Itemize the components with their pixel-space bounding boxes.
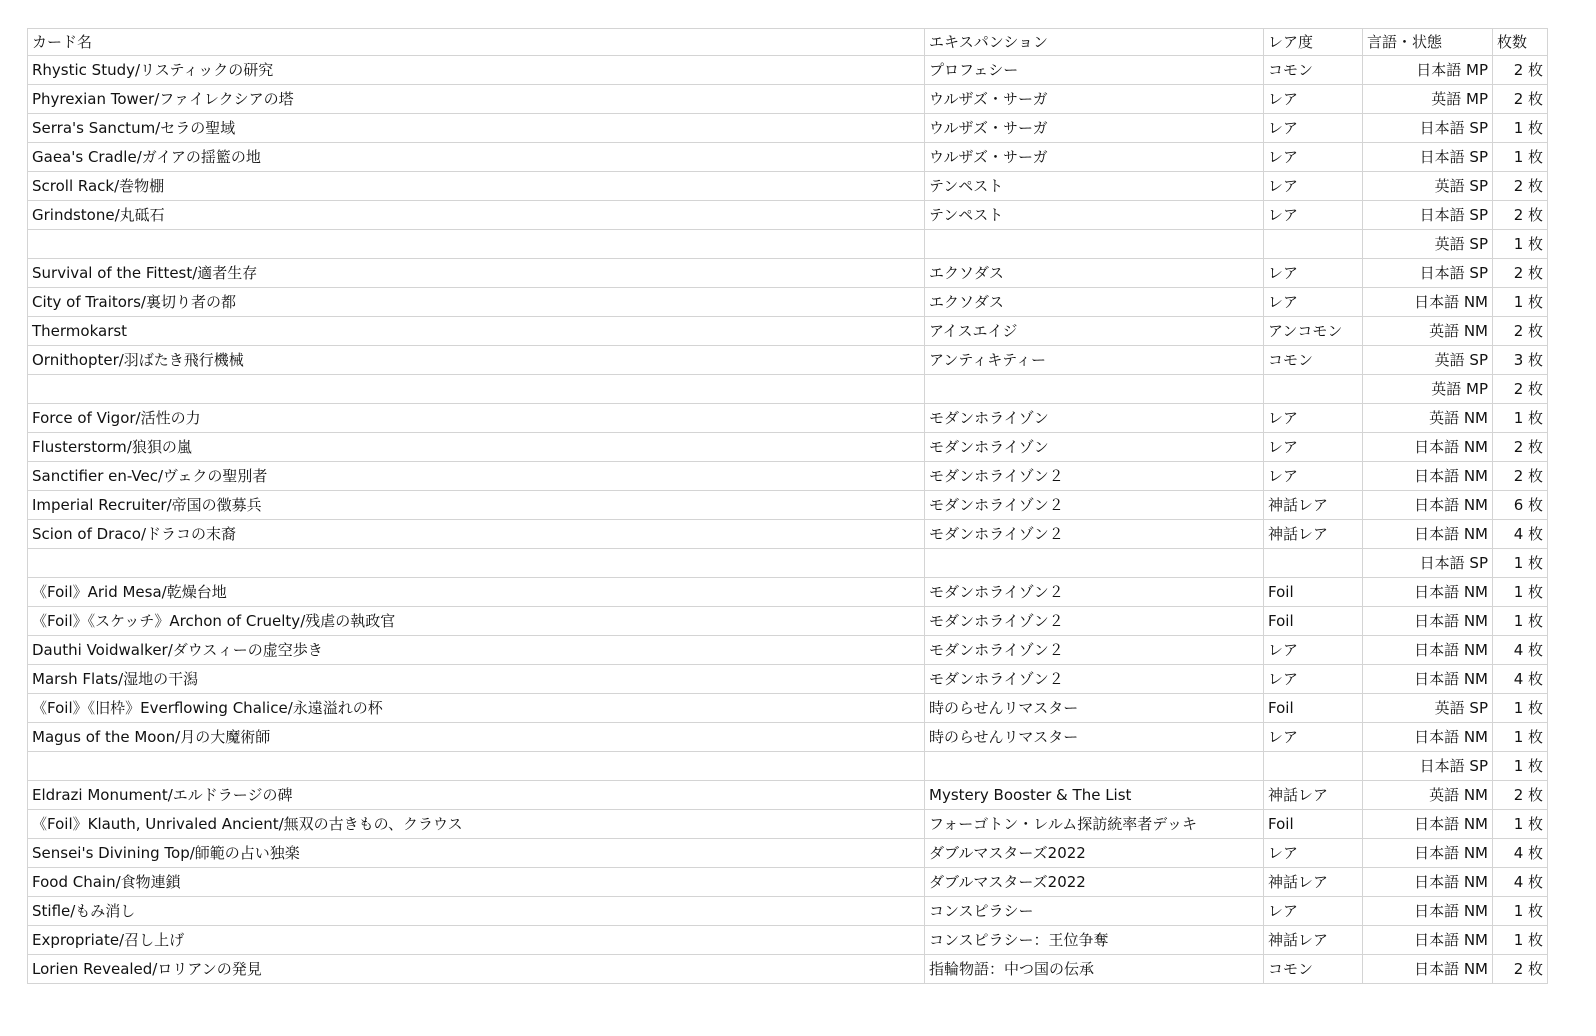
cell-language-condition[interactable]: 日本語 NM	[1363, 955, 1493, 984]
cell-quantity[interactable]: 1 枚	[1493, 752, 1548, 781]
cell-quantity[interactable]: 1 枚	[1493, 578, 1548, 607]
cell-language-condition[interactable]: 日本語 NM	[1363, 926, 1493, 955]
cell-quantity[interactable]: 2 枚	[1493, 462, 1548, 491]
table-row	[28, 491, 1548, 520]
table-row	[28, 433, 1548, 462]
cell-expansion[interactable]: コンスピラシー	[925, 897, 1264, 926]
cell-expansion[interactable]	[925, 752, 1264, 781]
cell-expansion[interactable]: Mystery Booster & The List	[925, 781, 1264, 810]
table-row	[28, 665, 1548, 694]
cell-card-name[interactable]: Flusterstorm/狼狽の嵐	[28, 433, 925, 462]
cell-language-condition[interactable]: 日本語 NM	[1363, 462, 1493, 491]
cell-quantity[interactable]: 2 枚	[1493, 201, 1548, 230]
header-rarity[interactable]: レア度	[1264, 29, 1363, 56]
cell-card-name[interactable]: Magus of the Moon/月の大魔術師	[28, 723, 925, 752]
table-row	[28, 926, 1548, 955]
cell-rarity[interactable]: レア	[1264, 288, 1363, 317]
cell-rarity[interactable]: レア	[1264, 839, 1363, 868]
cell-expansion[interactable]	[925, 230, 1264, 259]
cell-language-condition[interactable]: 日本語 NM	[1363, 810, 1493, 839]
table-row	[28, 607, 1548, 636]
cell-quantity[interactable]: 4 枚	[1493, 868, 1548, 897]
cell-rarity[interactable]: アンコモン	[1264, 317, 1363, 346]
cell-expansion[interactable]: モダンホライゾン２	[925, 462, 1264, 491]
cell-expansion[interactable]: アイスエイジ	[925, 317, 1264, 346]
cell-card-name[interactable]: Stifle/もみ消し	[28, 897, 925, 926]
cell-rarity[interactable]	[1264, 549, 1363, 578]
cell-rarity[interactable]: レア	[1264, 85, 1363, 114]
cell-rarity[interactable]: コモン	[1264, 346, 1363, 375]
cell-language-condition[interactable]: 日本語 NM	[1363, 665, 1493, 694]
cell-card-name[interactable]: Gaea's Cradle/ガイアの揺籃の地	[28, 143, 925, 172]
table-row	[28, 462, 1548, 491]
table-row	[28, 317, 1548, 346]
cell-rarity[interactable]: レア	[1264, 433, 1363, 462]
cell-rarity[interactable]	[1264, 752, 1363, 781]
table-row	[28, 549, 1548, 578]
cell-quantity[interactable]: 1 枚	[1493, 114, 1548, 143]
cell-card-name[interactable]: Scion of Draco/ドラコの末裔	[28, 520, 925, 549]
cell-language-condition[interactable]: 日本語 SP	[1363, 259, 1493, 288]
cell-rarity[interactable]: レア	[1264, 143, 1363, 172]
cell-expansion[interactable]: アンティキティー	[925, 346, 1264, 375]
cell-quantity[interactable]: 4 枚	[1493, 665, 1548, 694]
cell-language-condition[interactable]: 英語 MP	[1363, 85, 1493, 114]
cell-rarity[interactable]: 神話レア	[1264, 520, 1363, 549]
table-body	[28, 56, 1548, 984]
cell-rarity[interactable]: レア	[1264, 114, 1363, 143]
table-row	[28, 810, 1548, 839]
cell-quantity[interactable]: 3 枚	[1493, 346, 1548, 375]
cell-quantity[interactable]: 1 枚	[1493, 810, 1548, 839]
cell-expansion[interactable]: プロフェシー	[925, 56, 1264, 85]
cell-language-condition[interactable]: 日本語 NM	[1363, 491, 1493, 520]
table-row	[28, 404, 1548, 433]
cell-card-name[interactable]: Ornithopter/羽ばたき飛行機械	[28, 346, 925, 375]
cell-language-condition[interactable]: 日本語 NM	[1363, 897, 1493, 926]
cell-card-name[interactable]: Phyrexian Tower/ファイレクシアの塔	[28, 85, 925, 114]
cell-rarity[interactable]: 神話レア	[1264, 926, 1363, 955]
cell-card-name[interactable]	[28, 375, 925, 404]
cell-quantity[interactable]: 1 枚	[1493, 723, 1548, 752]
cell-rarity[interactable]: Foil	[1264, 694, 1363, 723]
table-row	[28, 520, 1548, 549]
cell-quantity[interactable]: 2 枚	[1493, 172, 1548, 201]
header-expansion[interactable]: エキスパンション	[925, 29, 1264, 56]
cell-expansion[interactable]: モダンホライゾン２	[925, 578, 1264, 607]
cell-rarity[interactable]: レア	[1264, 636, 1363, 665]
table-row	[28, 114, 1548, 143]
cell-quantity[interactable]: 2 枚	[1493, 85, 1548, 114]
cell-card-name[interactable]: Serra's Sanctum/セラの聖域	[28, 114, 925, 143]
cell-language-condition[interactable]: 日本語 NM	[1363, 868, 1493, 897]
cell-expansion[interactable]: コンスピラシー：王位争奪	[925, 926, 1264, 955]
cell-language-condition[interactable]: 英語 SP	[1363, 346, 1493, 375]
cell-expansion[interactable]: エクソダス	[925, 288, 1264, 317]
cell-expansion[interactable]: 指輪物語：中つ国の伝承	[925, 955, 1264, 984]
cell-language-condition[interactable]: 英語 SP	[1363, 230, 1493, 259]
cell-card-name[interactable]: Thermokarst	[28, 317, 925, 346]
cell-card-name[interactable]: Scroll Rack/巻物棚	[28, 172, 925, 201]
cell-card-name[interactable]: 《Foil》Klauth, Unrivaled Ancient/無双の古きもの、クラウス	[28, 810, 925, 839]
table-row	[28, 897, 1548, 926]
cell-quantity[interactable]: 1 枚	[1493, 926, 1548, 955]
cell-quantity[interactable]: 1 枚	[1493, 230, 1548, 259]
cell-card-name[interactable]: 《Foil》《スケッチ》Archon of Cruelty/残虐の執政官	[28, 607, 925, 636]
cell-expansion[interactable]: テンペスト	[925, 172, 1264, 201]
cell-rarity[interactable]: レア	[1264, 462, 1363, 491]
cell-language-condition[interactable]: 日本語 SP	[1363, 143, 1493, 172]
cell-expansion[interactable]: モダンホライゾン２	[925, 665, 1264, 694]
table-row	[28, 839, 1548, 868]
cell-quantity[interactable]: 2 枚	[1493, 955, 1548, 984]
cell-rarity[interactable]: レア	[1264, 201, 1363, 230]
card-inventory-table	[27, 28, 1548, 984]
cell-language-condition[interactable]: 日本語 NM	[1363, 288, 1493, 317]
cell-expansion[interactable]	[925, 375, 1264, 404]
cell-card-name[interactable]: Lorien Revealed/ロリアンの発見	[28, 955, 925, 984]
cell-language-condition[interactable]: 日本語 SP	[1363, 752, 1493, 781]
cell-quantity[interactable]: 1 枚	[1493, 288, 1548, 317]
cell-card-name[interactable]: Imperial Recruiter/帝国の徴募兵	[28, 491, 925, 520]
cell-language-condition[interactable]: 日本語 SP	[1363, 201, 1493, 230]
cell-card-name[interactable]: Sensei's Divining Top/師範の占い独楽	[28, 839, 925, 868]
cell-quantity[interactable]: 2 枚	[1493, 433, 1548, 462]
cell-language-condition[interactable]: 日本語 NM	[1363, 433, 1493, 462]
cell-quantity[interactable]: 6 枚	[1493, 491, 1548, 520]
table-row	[28, 781, 1548, 810]
cell-language-condition[interactable]: 日本語 NM	[1363, 520, 1493, 549]
cell-expansion[interactable]: ダブルマスターズ2022	[925, 839, 1264, 868]
cell-rarity[interactable]: コモン	[1264, 955, 1363, 984]
cell-expansion[interactable]: ウルザズ・サーガ	[925, 143, 1264, 172]
cell-language-condition[interactable]: 英語 SP	[1363, 172, 1493, 201]
table-row	[28, 868, 1548, 897]
table-row	[28, 723, 1548, 752]
cell-language-condition[interactable]: 日本語 NM	[1363, 578, 1493, 607]
cell-rarity[interactable]: 神話レア	[1264, 491, 1363, 520]
table-row	[28, 346, 1548, 375]
cell-quantity[interactable]: 4 枚	[1493, 636, 1548, 665]
table-row	[28, 259, 1548, 288]
cell-language-condition[interactable]: 英語 SP	[1363, 694, 1493, 723]
cell-card-name[interactable]: Eldrazi Monument/エルドラージの碑	[28, 781, 925, 810]
cell-expansion[interactable]: ウルザズ・サーガ	[925, 85, 1264, 114]
table-row	[28, 752, 1548, 781]
cell-expansion[interactable]: モダンホライゾン	[925, 433, 1264, 462]
cell-expansion[interactable]	[925, 549, 1264, 578]
cell-rarity[interactable]	[1264, 230, 1363, 259]
cell-rarity[interactable]: Foil	[1264, 607, 1363, 636]
table-row	[28, 201, 1548, 230]
cell-expansion[interactable]: モダンホライゾン２	[925, 491, 1264, 520]
cell-rarity[interactable]: Foil	[1264, 810, 1363, 839]
cell-rarity[interactable]: レア	[1264, 172, 1363, 201]
cell-quantity[interactable]: 1 枚	[1493, 404, 1548, 433]
cell-rarity[interactable]: レア	[1264, 259, 1363, 288]
cell-language-condition[interactable]: 英語 NM	[1363, 317, 1493, 346]
cell-expansion[interactable]: エクソダス	[925, 259, 1264, 288]
cell-card-name[interactable]: Food Chain/食物連鎖	[28, 868, 925, 897]
table-row	[28, 143, 1548, 172]
cell-language-condition[interactable]: 日本語 NM	[1363, 607, 1493, 636]
cell-quantity[interactable]: 2 枚	[1493, 259, 1548, 288]
cell-card-name[interactable]: Dauthi Voidwalker/ダウスィーの虚空歩き	[28, 636, 925, 665]
cell-expansion[interactable]: ウルザズ・サーガ	[925, 114, 1264, 143]
cell-quantity[interactable]: 2 枚	[1493, 375, 1548, 404]
table-row	[28, 230, 1548, 259]
table-row	[28, 85, 1548, 114]
cell-expansion[interactable]: フォーゴトン・レルム探訪統率者デッキ	[925, 810, 1264, 839]
table-row	[28, 694, 1548, 723]
cell-card-name[interactable]: Force of Vigor/活性の力	[28, 404, 925, 433]
cell-language-condition[interactable]: 日本語 MP	[1363, 56, 1493, 85]
cell-language-condition[interactable]: 日本語 NM	[1363, 723, 1493, 752]
cell-rarity[interactable]: レア	[1264, 723, 1363, 752]
cell-card-name[interactable]: Grindstone/丸砥石	[28, 201, 925, 230]
cell-expansion[interactable]: テンペスト	[925, 201, 1264, 230]
cell-language-condition[interactable]: 英語 MP	[1363, 375, 1493, 404]
cell-expansion[interactable]: ダブルマスターズ2022	[925, 868, 1264, 897]
cell-rarity[interactable]: 神話レア	[1264, 781, 1363, 810]
cell-quantity[interactable]: 1 枚	[1493, 607, 1548, 636]
cell-card-name[interactable]: Expropriate/召し上げ	[28, 926, 925, 955]
cell-language-condition[interactable]: 英語 NM	[1363, 781, 1493, 810]
cell-language-condition[interactable]: 日本語 NM	[1363, 839, 1493, 868]
header-quantity[interactable]: 枚数	[1493, 29, 1548, 56]
cell-rarity[interactable]	[1264, 375, 1363, 404]
header-language-condition[interactable]: 言語・状態	[1363, 29, 1493, 56]
table-row	[28, 955, 1548, 984]
table-row	[28, 288, 1548, 317]
header-row	[28, 29, 1548, 56]
cell-quantity[interactable]: 1 枚	[1493, 897, 1548, 926]
cell-card-name[interactable]: Survival of the Fittest/適者生存	[28, 259, 925, 288]
cell-quantity[interactable]: 2 枚	[1493, 317, 1548, 346]
cell-language-condition[interactable]: 日本語 SP	[1363, 114, 1493, 143]
cell-expansion[interactable]: モダンホライゾン２	[925, 636, 1264, 665]
cell-rarity[interactable]: コモン	[1264, 56, 1363, 85]
cell-expansion[interactable]: 時のらせんリマスター	[925, 694, 1264, 723]
cell-quantity[interactable]: 1 枚	[1493, 549, 1548, 578]
cell-expansion[interactable]: モダンホライゾン２	[925, 607, 1264, 636]
table-row	[28, 56, 1548, 85]
header-card-name[interactable]: カード名	[28, 29, 925, 56]
table-row	[28, 636, 1548, 665]
cell-card-name[interactable]: Rhystic Study/リスティックの研究	[28, 56, 925, 85]
cell-language-condition[interactable]: 英語 NM	[1363, 404, 1493, 433]
cell-rarity[interactable]: Foil	[1264, 578, 1363, 607]
cell-expansion[interactable]: モダンホライゾン２	[925, 520, 1264, 549]
cell-card-name[interactable]: 《Foil》《旧枠》Everflowing Chalice/永遠溢れの杯	[28, 694, 925, 723]
cell-quantity[interactable]: 4 枚	[1493, 520, 1548, 549]
cell-card-name[interactable]: City of Traitors/裏切り者の都	[28, 288, 925, 317]
cell-quantity[interactable]: 4 枚	[1493, 839, 1548, 868]
cell-quantity[interactable]: 2 枚	[1493, 781, 1548, 810]
table-row	[28, 172, 1548, 201]
cell-card-name[interactable]	[28, 549, 925, 578]
cell-quantity[interactable]: 2 枚	[1493, 56, 1548, 85]
cell-rarity[interactable]: 神話レア	[1264, 868, 1363, 897]
cell-card-name[interactable]	[28, 230, 925, 259]
cell-rarity[interactable]: レア	[1264, 404, 1363, 433]
table-row	[28, 578, 1548, 607]
cell-card-name[interactable]: 《Foil》Arid Mesa/乾燥台地	[28, 578, 925, 607]
cell-quantity[interactable]: 1 枚	[1493, 694, 1548, 723]
cell-expansion[interactable]: 時のらせんリマスター	[925, 723, 1264, 752]
cell-expansion[interactable]: モダンホライゾン	[925, 404, 1264, 433]
cell-card-name[interactable]	[28, 752, 925, 781]
cell-quantity[interactable]: 1 枚	[1493, 143, 1548, 172]
table-row	[28, 375, 1548, 404]
cell-language-condition[interactable]: 日本語 SP	[1363, 549, 1493, 578]
cell-rarity[interactable]: レア	[1264, 897, 1363, 926]
cell-card-name[interactable]: Marsh Flats/湿地の干潟	[28, 665, 925, 694]
cell-language-condition[interactable]: 日本語 NM	[1363, 636, 1493, 665]
cell-card-name[interactable]: Sanctifier en-Vec/ヴェクの聖別者	[28, 462, 925, 491]
cell-rarity[interactable]: レア	[1264, 665, 1363, 694]
